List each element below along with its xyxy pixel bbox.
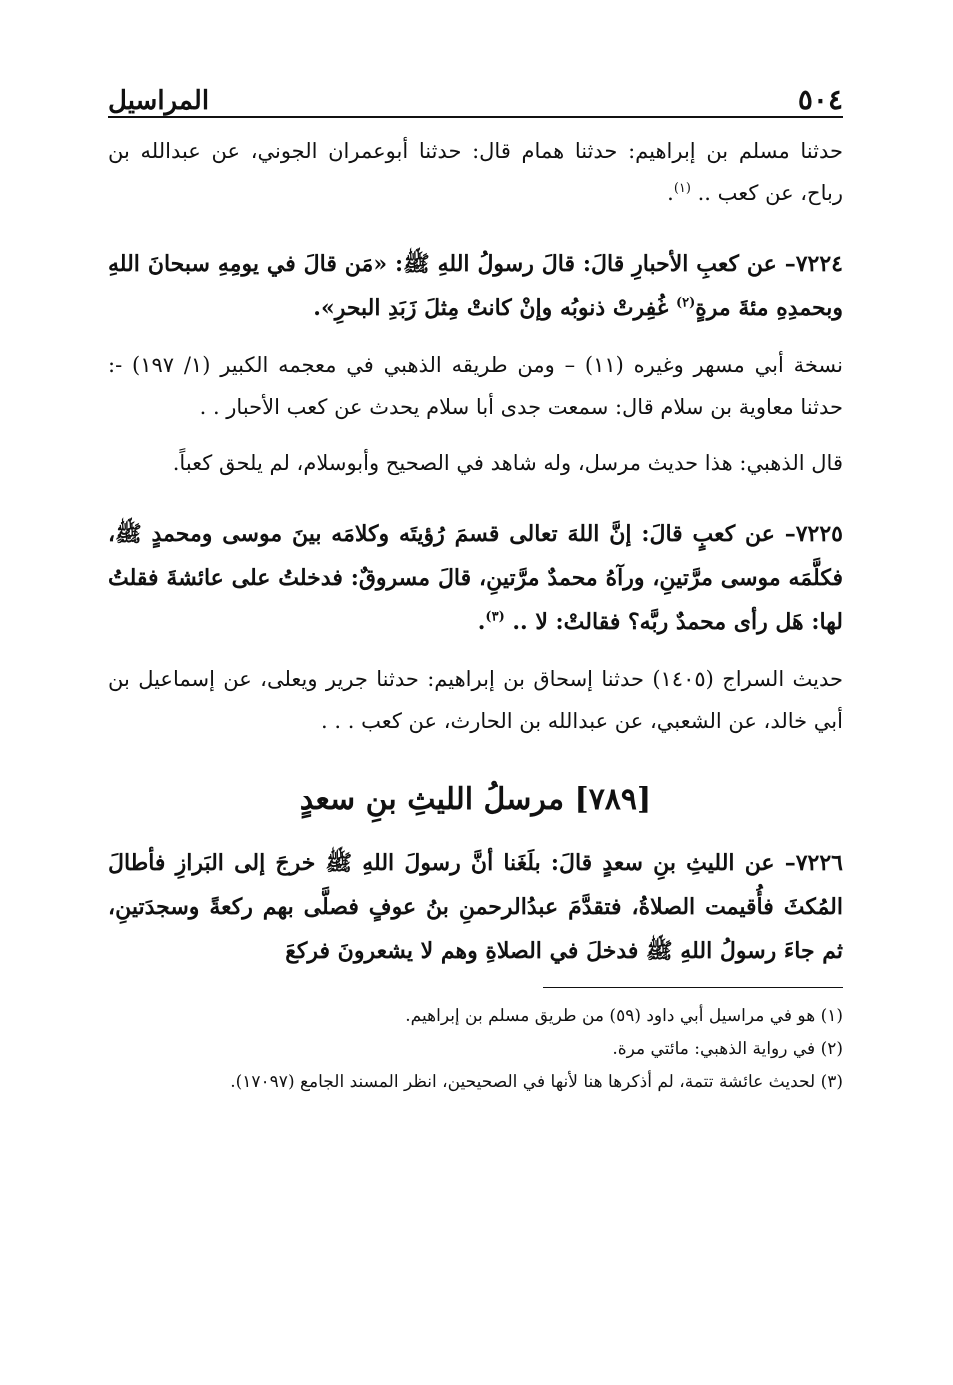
source-paragraph-4: حديث السراج (١٤٠٥) حدثنا إسحاق بن إبراهيم: حدثنا جرير ويعلى، عن إسماعيل بن أبي خالد، عن الشعبي، عن عبدالله بن الحارث، عن كعب . . . — [108, 667, 843, 733]
footnote-ref-3: (٣) — [485, 609, 505, 625]
hadith-number-7226: ٧٢٢٦– — [784, 850, 843, 876]
book-page — [108, 70, 843, 1099]
hadith-text-7224: عن كعبِ الأحبارِ قالَ: قالَ رسولُ اللهِ ﷺ: «مَن قالَ في يومِهِ سبحانَ اللهِ وبحمدِهِ مئةَ مرةٍ — [108, 251, 843, 321]
hadith-text-7226: عن الليثِ بنِ سعدٍ قالَ: بلَغَنا أنَّ رسولَ اللهِ ﷺ خرجَ إلى البَرازِ فأطالَ المُكثَ فأُقيمت الصلاةُ، فتقدَّمَ عبدُالرحمنِ بنُ عوفٍ فصلَّى بهم ركعةً وسجدَتينِ، ثم جاءَ رسولُ اللهِ ﷺ فدخلَ في الصلاةِ وهم لا يشعرونَ فركعَ — [108, 850, 843, 964]
footnote-divider — [543, 987, 843, 988]
running-header — [108, 70, 843, 118]
hadith-7224 — [108, 242, 843, 330]
hadith-text-7225: عن كعبٍ قالَ: إنَّ اللهَ تعالى قسمَ رُؤيتَه وكلامَه بينَ موسى ومحمدٍ ﷺ، فكلَّمَه موسى مرَّتينِ، ورآهُ محمدٌ مرَّتينِ، قالَ مسروقٌ: فدخلتُ على عائشةَ فقلتُ لها: هَل رأى محمدٌ ربَّه؟ فقالتْ: لا .. — [108, 521, 843, 635]
dhahabi-comment: قال الذهبي: هذا حديث مرسل، وله شاهد في الصحيح وأبوسلام، لم يلحق كعباً. — [172, 451, 843, 475]
running-title: المراسيل — [108, 86, 210, 116]
footnote-3: (٣) لحديث عائشة تتمة، لم أذكرها هنا لأنها في الصحيحين، انظر المسند الجامع (١٧٠٩٧). — [230, 1072, 843, 1092]
hadith-number-7225: ٧٢٢٥– — [784, 521, 843, 547]
footnote-ref-2: (٢) — [675, 295, 696, 311]
hadith-text-7224-cont: غُفِرتْ ذنوبُه وإنْ كانتْ مِثلَ زَبَدِ البحرِ». — [313, 295, 676, 321]
footnote-2: (٢) في رواية الذهبي: مائتي مرة. — [612, 1039, 843, 1059]
chain-paragraph-1: حدثنا مسلم بن إبراهيم: حدثنا همام قال: حدثنا أبوعمران الجوني، عن عبدالله بن رباح، عن كعب .. $^{(١)}$. — [108, 139, 843, 205]
hadith-7226 — [108, 841, 843, 973]
chain-text-1: حدثنا مسلم بن إبراهيم: حدثنا همام قال: حدثنا أبوعمران الجوني، عن عبدالله بن رباح، عن كعب .. — [108, 139, 843, 205]
footnote-ref-1: (١) — [673, 181, 691, 196]
footnotes — [108, 1000, 843, 1099]
footnote-1: (١) هو في مراسيل أبي داود (٥٩) من طريق مسلم بن إبراهيم. — [405, 1006, 843, 1026]
hadith-7225: ٧٢٢٥– عن كعبٍ قالَ: إنَّ اللهَ تعالى قسمَ رُؤيتَه وكلامَه بينَ موسى ومحمدٍ ﷺ، فكلَّمَه موسى مرَّتينِ، ورآهُ محمدٌ مرَّتينِ، قالَ مسروقٌ: فدخلتُ على عائشةَ فقلتُ لها: هَل رأى محمدٌ ربَّه؟ فقالتْ: لا .. $^{(٣)}$. — [108, 521, 843, 635]
section-heading: [٧٨٩] مرسلُ الليثِ بنِ سعدٍ — [299, 782, 652, 817]
hadith-number-7224: ٧٢٢٤– — [784, 251, 843, 277]
source-paragraph-2: نسخة أبي مسهر وغيره (١١) – ومن طريقه الذهبي في معجمه الكبير (١/ ١٩٧) -: حدثنا معاوية بن سلام قال: سمعت جدى أبا سلام يحدث عن كعب الأحبار . . — [108, 353, 843, 419]
page-number: ٥٠٤ — [797, 83, 843, 116]
